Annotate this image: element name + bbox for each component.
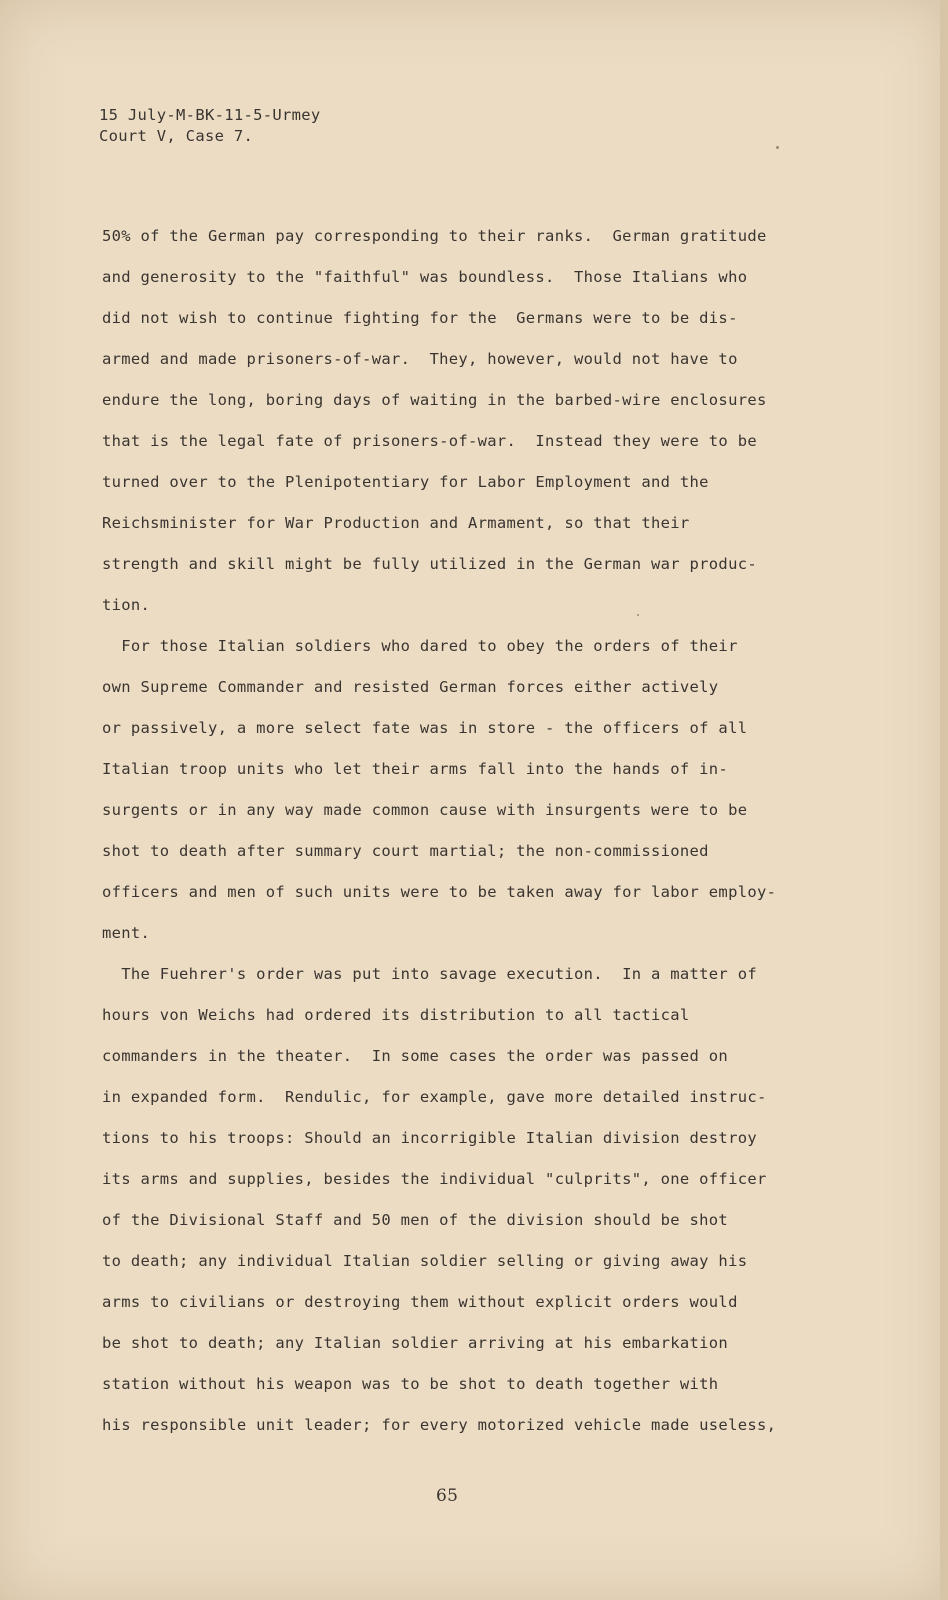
paragraph-start: The Fuehrer's order was put into savage execution. In a matter of bbox=[102, 965, 757, 983]
body-line: hours von Weichs had ordered its distribution to all tactical bbox=[102, 1006, 690, 1024]
body-line: that is the legal fate of prisoners-of-war. Instead they were to be bbox=[102, 432, 757, 450]
body-line: officers and men of such units were to be taken away for labor employ- bbox=[102, 883, 777, 901]
page-edge bbox=[940, 0, 948, 1600]
body-line: or passively, a more select fate was in store - the officers of all bbox=[102, 719, 748, 737]
body-line: surgents or in any way made common cause with insurgents were to be bbox=[102, 801, 748, 819]
paper-speck bbox=[637, 614, 639, 616]
body-line: Reichsminister for War Production and Armament, so that their bbox=[102, 514, 690, 532]
body-line: turned over to the Plenipotentiary for Labor Employment and the bbox=[102, 473, 709, 491]
body-line: 50% of the German pay corresponding to their ranks. German gratitude bbox=[102, 227, 767, 245]
header-court-case: Court V, Case 7. bbox=[99, 127, 254, 145]
body-line: to death; any individual Italian soldier selling or giving away his bbox=[102, 1252, 748, 1270]
body-line: its arms and supplies, besides the individual "culprits", one officer bbox=[102, 1170, 767, 1188]
page-number: 65 bbox=[436, 1486, 459, 1506]
body-line: ment. bbox=[102, 924, 151, 942]
body-line: commanders in the theater. In some cases the order was passed on bbox=[102, 1047, 729, 1065]
body-line: in expanded form. Rendulic, for example, gave more detailed instruc- bbox=[102, 1088, 767, 1106]
body-line: endure the long, boring days of waiting in the barbed-wire enclosures bbox=[102, 391, 767, 409]
body-line: strength and skill might be fully utilized in the German war produc- bbox=[102, 555, 757, 573]
body-line: shot to death after summary court martial; the non-commissioned bbox=[102, 842, 709, 860]
body-line: be shot to death; any Italian soldier arriving at his embarkation bbox=[102, 1334, 729, 1352]
body-line: his responsible unit leader; for every motorized vehicle made useless, bbox=[102, 1416, 777, 1434]
header-reference: 15 July-M-BK-11-5-Urmey bbox=[99, 106, 321, 124]
body-line: tion. bbox=[102, 596, 151, 614]
paper-speck bbox=[776, 146, 779, 149]
body-line: tions to his troops: Should an incorrigible Italian division destroy bbox=[102, 1129, 757, 1147]
body-line: Italian troop units who let their arms fall into the hands of in- bbox=[102, 760, 729, 778]
body-line: arms to civilians or destroying them without explicit orders would bbox=[102, 1293, 738, 1311]
body-line: of the Divisional Staff and 50 men of the division should be shot bbox=[102, 1211, 729, 1229]
body-line: station without his weapon was to be shot to death together with bbox=[102, 1375, 719, 1393]
body-line: own Supreme Commander and resisted German forces either actively bbox=[102, 678, 719, 696]
paragraph-start: For those Italian soldiers who dared to obey the orders of their bbox=[102, 637, 738, 655]
body-line: armed and made prisoners-of-war. They, however, would not have to bbox=[102, 350, 738, 368]
body-line: and generosity to the "faithful" was boundless. Those Italians who bbox=[102, 268, 748, 286]
body-line: did not wish to continue fighting for the Germans were to be dis- bbox=[102, 309, 738, 327]
